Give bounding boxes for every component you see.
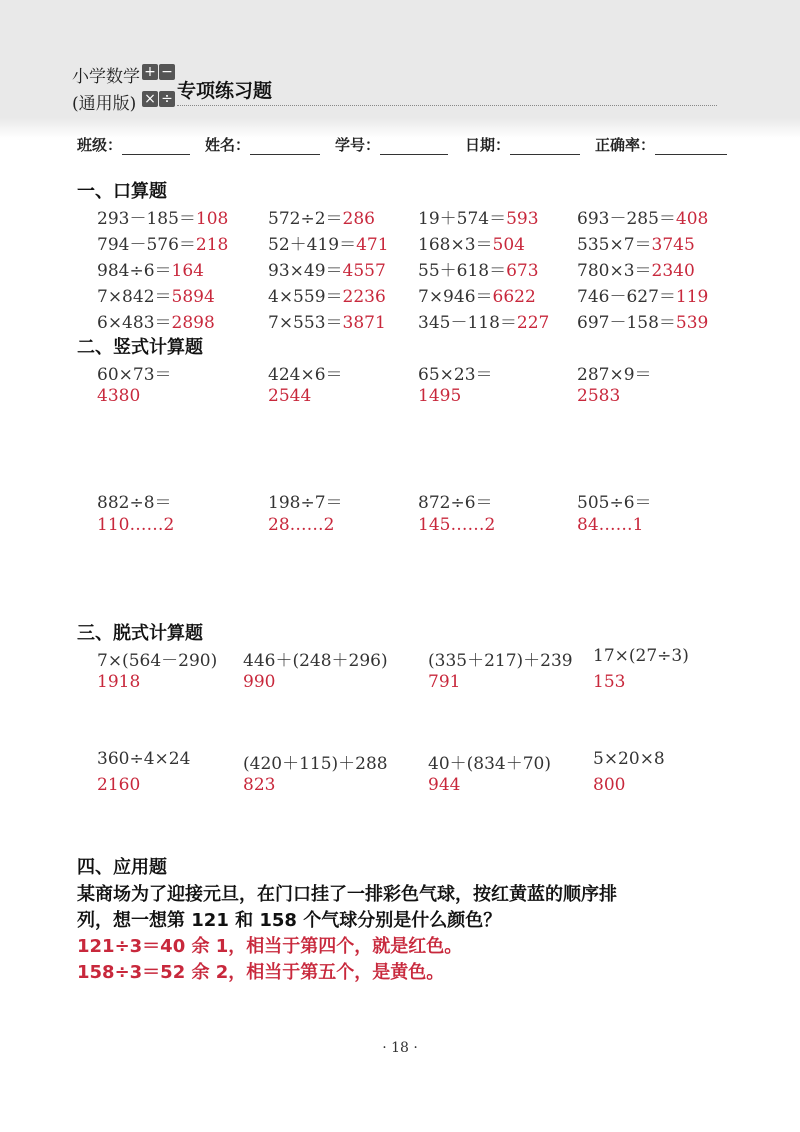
vertical-calc-question: 198÷7＝ bbox=[268, 493, 343, 513]
mental-math-item: 93×49＝4557 bbox=[268, 261, 386, 281]
header-divider bbox=[177, 105, 717, 106]
vertical-calc-question: 505÷6＝ bbox=[577, 493, 652, 513]
id-field[interactable] bbox=[335, 134, 448, 155]
vertical-calc-question: 287×9＝ bbox=[577, 365, 652, 385]
step-calc-answer: 944 bbox=[428, 775, 461, 795]
mental-math-item: 6×483＝2898 bbox=[97, 313, 215, 333]
step-calc-question: 5×20×8 bbox=[593, 749, 665, 769]
vertical-calc-answer: 145……2 bbox=[418, 515, 496, 535]
mental-math-item: 697－158＝539 bbox=[577, 313, 709, 333]
plus-icon: + bbox=[142, 64, 158, 80]
step-calc-question: 7×(564－290) bbox=[97, 651, 218, 671]
page-number: · 18 · bbox=[382, 1040, 418, 1056]
mental-math-item: 693－285＝408 bbox=[577, 209, 709, 229]
step-calc-question: 360÷4×24 bbox=[97, 749, 191, 769]
mental-math-item: 794－576＝218 bbox=[97, 235, 229, 255]
mental-math-item: 19＋574＝593 bbox=[418, 209, 539, 229]
step-calc-question: (420＋115)＋288 bbox=[243, 754, 388, 774]
step-calc-answer: 823 bbox=[243, 775, 276, 795]
vertical-calc-question: 882÷8＝ bbox=[97, 493, 172, 513]
word-problem-line-1: 某商场为了迎接元旦，在门口挂了一排彩色气球，按红黄蓝的顺序排 bbox=[77, 884, 617, 905]
vertical-calc-answer: 4380 bbox=[97, 386, 141, 406]
mental-math-item: 572÷2＝286 bbox=[268, 209, 375, 229]
date-field[interactable] bbox=[465, 134, 580, 155]
times-icon: × bbox=[142, 91, 158, 107]
section-title-step-calc: 三、脱式计算题 bbox=[77, 623, 203, 644]
mental-math-item: 746－627＝119 bbox=[577, 287, 709, 307]
accuracy-field[interactable] bbox=[595, 134, 727, 155]
id-label: 学号： bbox=[335, 136, 381, 154]
name-label: 姓名： bbox=[205, 136, 251, 154]
word-problem-line-2: 列，想一想第 121 和 158 个气球分别是什么颜色？ bbox=[77, 910, 502, 931]
mental-math-item: 7×946＝6622 bbox=[418, 287, 536, 307]
step-calc-answer: 2160 bbox=[97, 775, 141, 795]
mental-math-item: 293－185＝108 bbox=[97, 209, 229, 229]
solution-line-1: 121÷3＝40 余 1，相当于第四个，就是红色。 bbox=[77, 936, 463, 957]
mental-math-item: 535×7＝3745 bbox=[577, 235, 695, 255]
class-blank[interactable] bbox=[122, 138, 190, 155]
step-calc-answer: 990 bbox=[243, 672, 276, 692]
step-calc-question: 17×(27÷3) bbox=[593, 646, 689, 666]
step-calc-question: 446＋(248＋296) bbox=[243, 651, 388, 671]
step-calc-question: 40＋(834＋70) bbox=[428, 754, 551, 774]
vertical-calc-question: 424×6＝ bbox=[268, 365, 343, 385]
vertical-calc-question: 872÷6＝ bbox=[418, 493, 493, 513]
solution-line-2: 158÷3＝52 余 2，相当于第五个，是黄色。 bbox=[77, 962, 445, 983]
minus-icon: − bbox=[159, 64, 175, 80]
accuracy-label: 正确率： bbox=[595, 136, 656, 154]
divide-icon: ÷ bbox=[159, 91, 175, 107]
mental-math-item: 780×3＝2340 bbox=[577, 261, 695, 281]
class-label: 班级： bbox=[77, 136, 123, 154]
accuracy-blank[interactable] bbox=[655, 138, 727, 155]
section-title-mental-math: 一、口算题 bbox=[77, 181, 167, 202]
step-calc-answer: 800 bbox=[593, 775, 626, 795]
class-field[interactable] bbox=[77, 134, 190, 155]
mental-math-item: 4×559＝2236 bbox=[268, 287, 386, 307]
date-blank[interactable] bbox=[510, 138, 580, 155]
vertical-calc-answer: 28……2 bbox=[268, 515, 335, 535]
mental-math-item: 984÷6＝164 bbox=[97, 261, 204, 281]
step-calc-answer: 1918 bbox=[97, 672, 141, 692]
section-title-vertical-calc: 二、竖式计算题 bbox=[77, 337, 203, 358]
series-edition: (通用版) bbox=[72, 94, 137, 114]
mental-math-item: 7×553＝3871 bbox=[268, 313, 386, 333]
vertical-calc-answer: 2544 bbox=[268, 386, 312, 406]
vertical-calc-answer: 110……2 bbox=[97, 515, 175, 535]
mental-math-item: 345－118＝227 bbox=[418, 313, 550, 333]
step-calc-answer: 791 bbox=[428, 672, 461, 692]
worksheet-title: 专项练习题 bbox=[177, 80, 273, 102]
id-blank[interactable] bbox=[380, 138, 448, 155]
step-calc-question: (335＋217)＋239 bbox=[428, 651, 573, 671]
series-name: 小学数学 bbox=[72, 67, 140, 87]
vertical-calc-answer: 84……1 bbox=[577, 515, 644, 535]
mental-math-item: 7×842＝5894 bbox=[97, 287, 215, 307]
name-blank[interactable] bbox=[250, 138, 320, 155]
section-title-word-problem: 四、应用题 bbox=[77, 857, 167, 878]
vertical-calc-answer: 2583 bbox=[577, 386, 621, 406]
vertical-calc-question: 65×23＝ bbox=[418, 365, 493, 385]
mental-math-item: 55＋618＝673 bbox=[418, 261, 539, 281]
vertical-calc-question: 60×73＝ bbox=[97, 365, 172, 385]
mental-math-item: 52＋419＝471 bbox=[268, 235, 389, 255]
name-field[interactable] bbox=[205, 134, 320, 155]
date-label: 日期： bbox=[465, 136, 511, 154]
step-calc-answer: 153 bbox=[593, 672, 626, 692]
vertical-calc-answer: 1495 bbox=[418, 386, 462, 406]
mental-math-item: 168×3＝504 bbox=[418, 235, 525, 255]
